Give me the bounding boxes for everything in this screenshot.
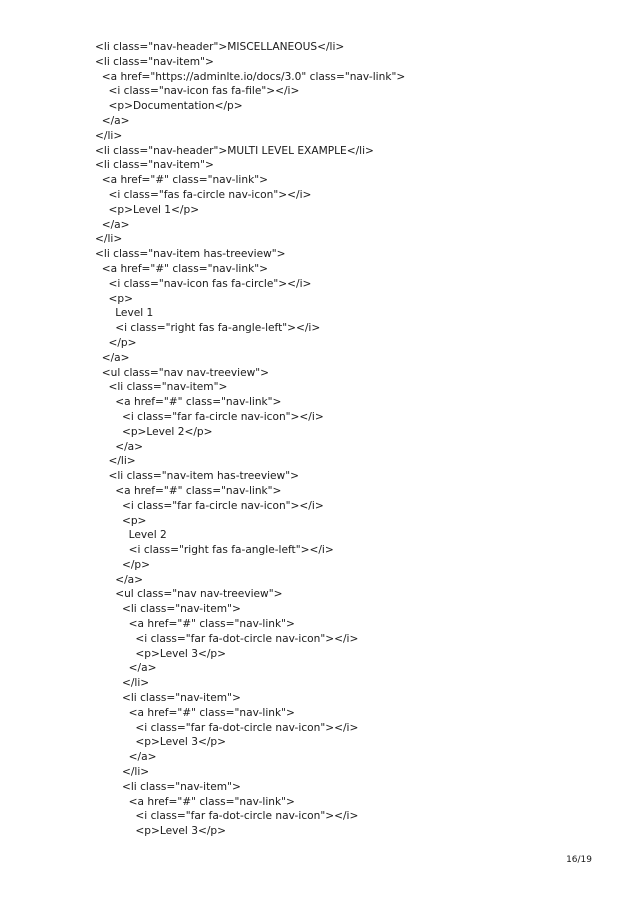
- code-line: <i class="fas fa-circle nav-icon"></i>: [95, 188, 312, 201]
- code-line: <a href="#" class="nav-link">: [95, 618, 295, 631]
- code-line: <p>: [95, 514, 147, 527]
- code-line: <i class="far fa-dot-circle nav-icon"></i>: [95, 810, 359, 823]
- code-line: <li class="nav-item">: [95, 159, 214, 172]
- code-line: </a>: [95, 662, 157, 675]
- code-line: </p>: [95, 336, 137, 349]
- code-line: <li class="nav-item">: [95, 55, 214, 68]
- code-line: <p>Level 3</p>: [95, 647, 227, 660]
- code-line: </p>: [95, 558, 150, 571]
- code-line: <li class="nav-item has-treeview">: [95, 470, 299, 483]
- code-line: <li class="nav-item">: [95, 780, 241, 793]
- code-listing: [95, 40, 405, 839]
- code-line: <a href="#" class="nav-link">: [95, 396, 282, 409]
- code-line: </li>: [95, 677, 150, 690]
- code-line: <li class="nav-header">MISCELLANEOUS</li>: [95, 41, 345, 53]
- code-line: <p>Level 1</p>: [95, 203, 200, 216]
- code-line: </a>: [95, 218, 130, 231]
- code-line: </a>: [95, 573, 144, 586]
- page-number: 16/19: [566, 855, 592, 865]
- code-line: <a href="#" class="nav-link">: [95, 484, 282, 497]
- code-line: <a href="#" class="nav-link">: [95, 706, 295, 719]
- code-line: Level 1: [95, 307, 154, 320]
- code-line: <p>Level 2</p>: [95, 425, 213, 438]
- code-line: <i class="far fa-dot-circle nav-icon"></i>: [95, 721, 359, 734]
- code-line: <li class="nav-item has-treeview">: [95, 248, 286, 261]
- code-line: <i class="nav-icon fas fa-circle"></i>: [95, 277, 312, 290]
- code-line: <i class="nav-icon fas fa-file"></i>: [95, 85, 300, 98]
- code-line: </li>: [95, 766, 150, 779]
- code-line: <p>: [95, 292, 133, 305]
- code-line: <li class="nav-header">MULTI LEVEL EXAMPLE</li>: [95, 144, 374, 157]
- code-line: <ul class="nav nav-treeview">: [95, 588, 283, 601]
- code-line: <p>Level 3</p>: [95, 736, 227, 749]
- code-line: </li>: [95, 129, 123, 142]
- code-line: <a href="#" class="nav-link">: [95, 795, 295, 808]
- code-line: </li>: [95, 455, 136, 468]
- code-line: <a href="#" class="nav-link">: [95, 262, 268, 275]
- code-line: </a>: [95, 114, 130, 127]
- code-line: </a>: [95, 351, 130, 364]
- code-line: <i class="right fas fa-angle-left"></i>: [95, 322, 321, 335]
- code-line: <p>Documentation</p>: [95, 100, 243, 113]
- code-line: <i class="right fas fa-angle-left"></i>: [95, 544, 334, 557]
- code-line: <i class="far fa-circle nav-icon"></i>: [95, 410, 324, 423]
- code-line: <i class="far fa-circle nav-icon"></i>: [95, 499, 324, 512]
- code-line: <p>Level 3</p>: [95, 825, 227, 838]
- code-line: Level 2: [95, 529, 167, 542]
- code-line: <a href="https://adminlte.io/docs/3.0" class="nav-link">: [95, 70, 406, 83]
- code-line: <li class="nav-item">: [95, 692, 241, 705]
- code-line: <li class="nav-item">: [95, 381, 228, 394]
- code-line: </li>: [95, 233, 123, 246]
- code-line: <li class="nav-item">: [95, 603, 241, 616]
- code-line: <a href="#" class="nav-link">: [95, 174, 268, 187]
- code-line: <i class="far fa-dot-circle nav-icon"></i>: [95, 632, 359, 645]
- code-line: <ul class="nav nav-treeview">: [95, 366, 269, 379]
- code-line: </a>: [95, 751, 157, 764]
- code-line: </a>: [95, 440, 144, 453]
